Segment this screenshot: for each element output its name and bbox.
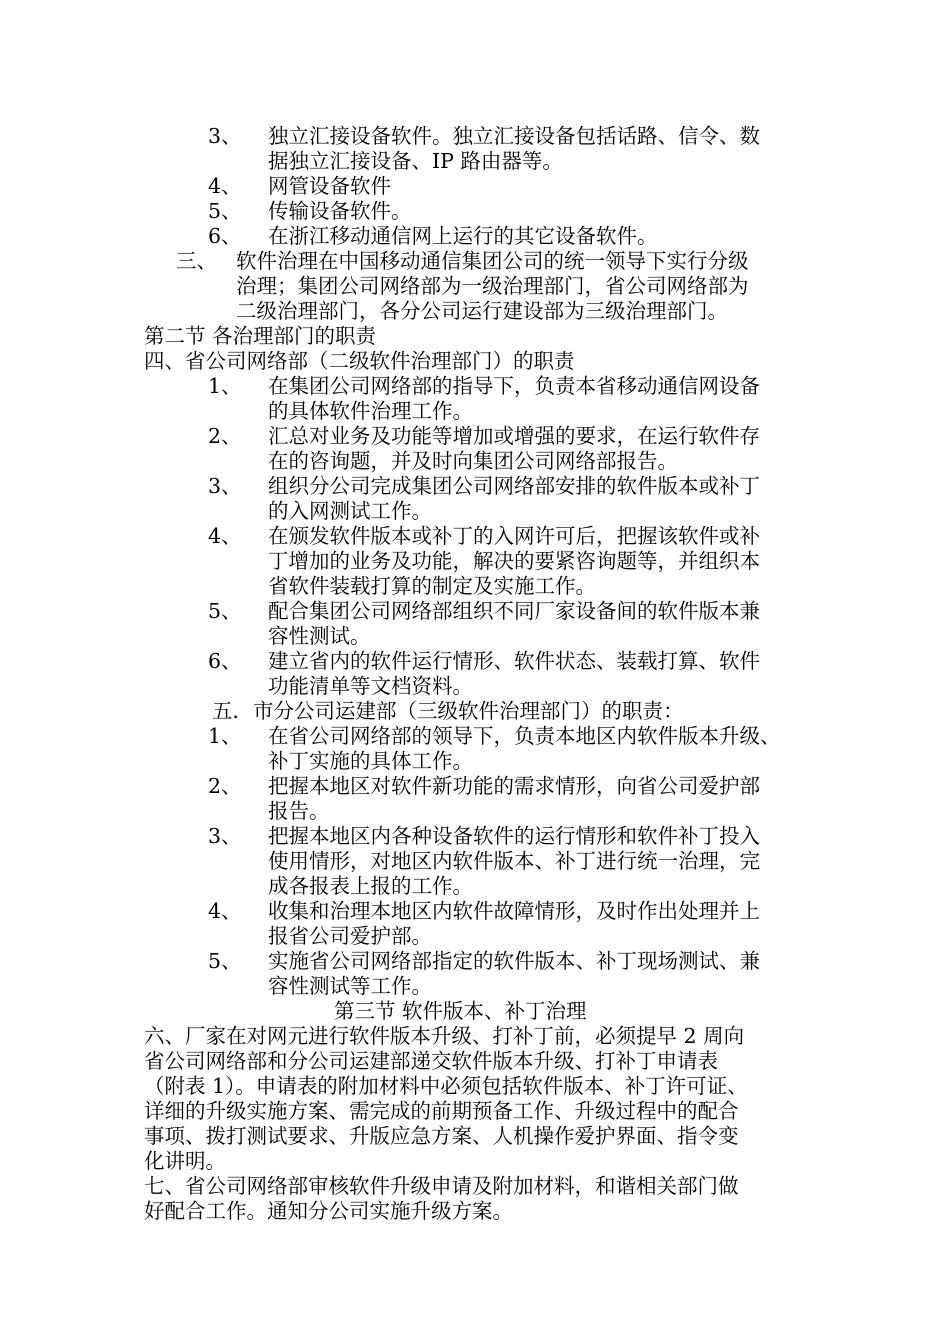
item-text-line: 据独立汇接设备、IP 路由器等。	[268, 149, 563, 173]
item-text-line: 的入网测试工作。	[268, 499, 432, 523]
paragraph-line: 事项、拨打测试要求、升版应急方案、人机操作爱护界面、指令变	[144, 1124, 739, 1148]
section-heading-centered: 第三节 软件版本、补丁治理	[334, 999, 587, 1023]
item-text-line: 省软件装载打算的制定及实施工作。	[268, 574, 596, 598]
item-number: 5、	[208, 949, 242, 973]
item-number: 4、	[208, 524, 242, 548]
paragraph-line: （附表 1）。申请表的附加材料中必须包括软件版本、补丁许可证、	[144, 1074, 748, 1098]
item-text-line: 把握本地区对软件新功能的需求情形，向省公司爱护部	[268, 774, 760, 798]
clause-text-line: 二级治理部门，各分公司运行建设部为三级治理部门。	[236, 299, 728, 323]
item-number: 3、	[208, 474, 242, 498]
item-text-line: 汇总对业务及功能等增加或增强的要求，在运行软件存	[268, 424, 760, 448]
section-subheading: 五．市分公司运建部（三级软件治理部门）的职责：	[212, 699, 684, 723]
paragraph-line: 六、厂家在对网元进行软件版本升级、打补丁前，必须提早 2 周向	[144, 1024, 745, 1048]
item-text-line: 在的咨询题，并及时向集团公司网络部报告。	[268, 449, 678, 473]
item-number: 2、	[208, 424, 242, 448]
clause-text-line: 治理；集团公司网络部为一级治理部门，省公司网络部为	[236, 274, 749, 298]
item-text-line: 成各报表上报的工作。	[268, 874, 473, 898]
item-text-line: 在集团公司网络部的指导下，负责本省移动通信网设备	[268, 374, 760, 398]
item-number: 2、	[208, 774, 242, 798]
item-number: 1、	[208, 724, 242, 748]
item-number: 5、	[208, 599, 242, 623]
item-text-line: 在省公司网络部的领导下，负责本地区内软件版本升级、	[268, 724, 781, 748]
item-text-line: 把握本地区内各种设备软件的运行情形和软件补丁投入	[268, 824, 760, 848]
clause-number: 三、	[176, 249, 217, 273]
item-number: 6、	[208, 224, 242, 248]
section-heading: 四、省公司网络部（二级软件治理部门）的职责	[144, 349, 575, 373]
item-text-line: 在浙江移动通信网上运行的其它设备软件。	[268, 224, 658, 248]
item-text-line: 组织分公司完成集团公司网络部安排的软件版本或补丁	[268, 474, 760, 498]
item-text-line: 补丁实施的具体工作。	[268, 749, 473, 773]
paragraph-line: 化讲明。	[144, 1149, 226, 1173]
item-text-line: 建立省内的软件运行情形、软件状态、装载打算、软件	[268, 649, 760, 673]
item-text-line: 容性测试等工作。	[268, 974, 432, 998]
item-text-line: 实施省公司网络部指定的软件版本、补丁现场测试、兼	[268, 949, 760, 973]
item-number: 5、	[208, 199, 242, 223]
paragraph-line: 七、省公司网络部审核软件升级申请及附加材料，和谐相关部门做	[144, 1174, 739, 1198]
item-number: 4、	[208, 174, 242, 198]
item-text-line: 配合集团公司网络部组织不同厂家设备间的软件版本兼	[268, 599, 760, 623]
item-text-line: 网管设备软件	[268, 174, 391, 198]
paragraph-line: 省公司网络部和分公司运建部递交软件版本升级、打补丁申请表	[144, 1049, 718, 1073]
paragraph-line: 好配合工作。通知分公司实施升级方案。	[144, 1199, 513, 1223]
item-text-line: 在颁发软件版本或补丁的入网许可后，把握该软件或补	[268, 524, 760, 548]
item-text-line: 报告。	[268, 799, 330, 823]
item-text-line: 收集和治理本地区内软件故障情形，及时作出处理并上	[268, 899, 760, 923]
item-text-line: 传输设备软件。	[268, 199, 412, 223]
item-number: 6、	[208, 649, 242, 673]
item-text-line: 独立汇接设备软件。独立汇接设备包括话路、信令、数	[268, 124, 760, 148]
item-text-line: 容性测试。	[268, 624, 371, 648]
item-number: 3、	[208, 824, 242, 848]
item-number: 1、	[208, 374, 242, 398]
item-text-line: 的具体软件治理工作。	[268, 399, 473, 423]
item-number: 4、	[208, 899, 242, 923]
clause-text-line: 软件治理在中国移动通信集团公司的统一领导下实行分级	[236, 249, 749, 273]
section-heading: 第二节 各治理部门的职责	[144, 324, 377, 348]
item-number: 3、	[208, 124, 242, 148]
item-text-line: 功能清单等文档资料。	[268, 674, 473, 698]
item-text-line: 丁增加的业务及功能，解决的要紧咨询题等，并组织本	[268, 549, 760, 573]
item-text-line: 使用情形，对地区内软件版本、补丁进行统一治理，完	[268, 849, 760, 873]
item-text-line: 报省公司爱护部。	[268, 924, 432, 948]
paragraph-line: 详细的升级实施方案、需完成的前期预备工作、升级过程中的配合	[144, 1099, 739, 1123]
